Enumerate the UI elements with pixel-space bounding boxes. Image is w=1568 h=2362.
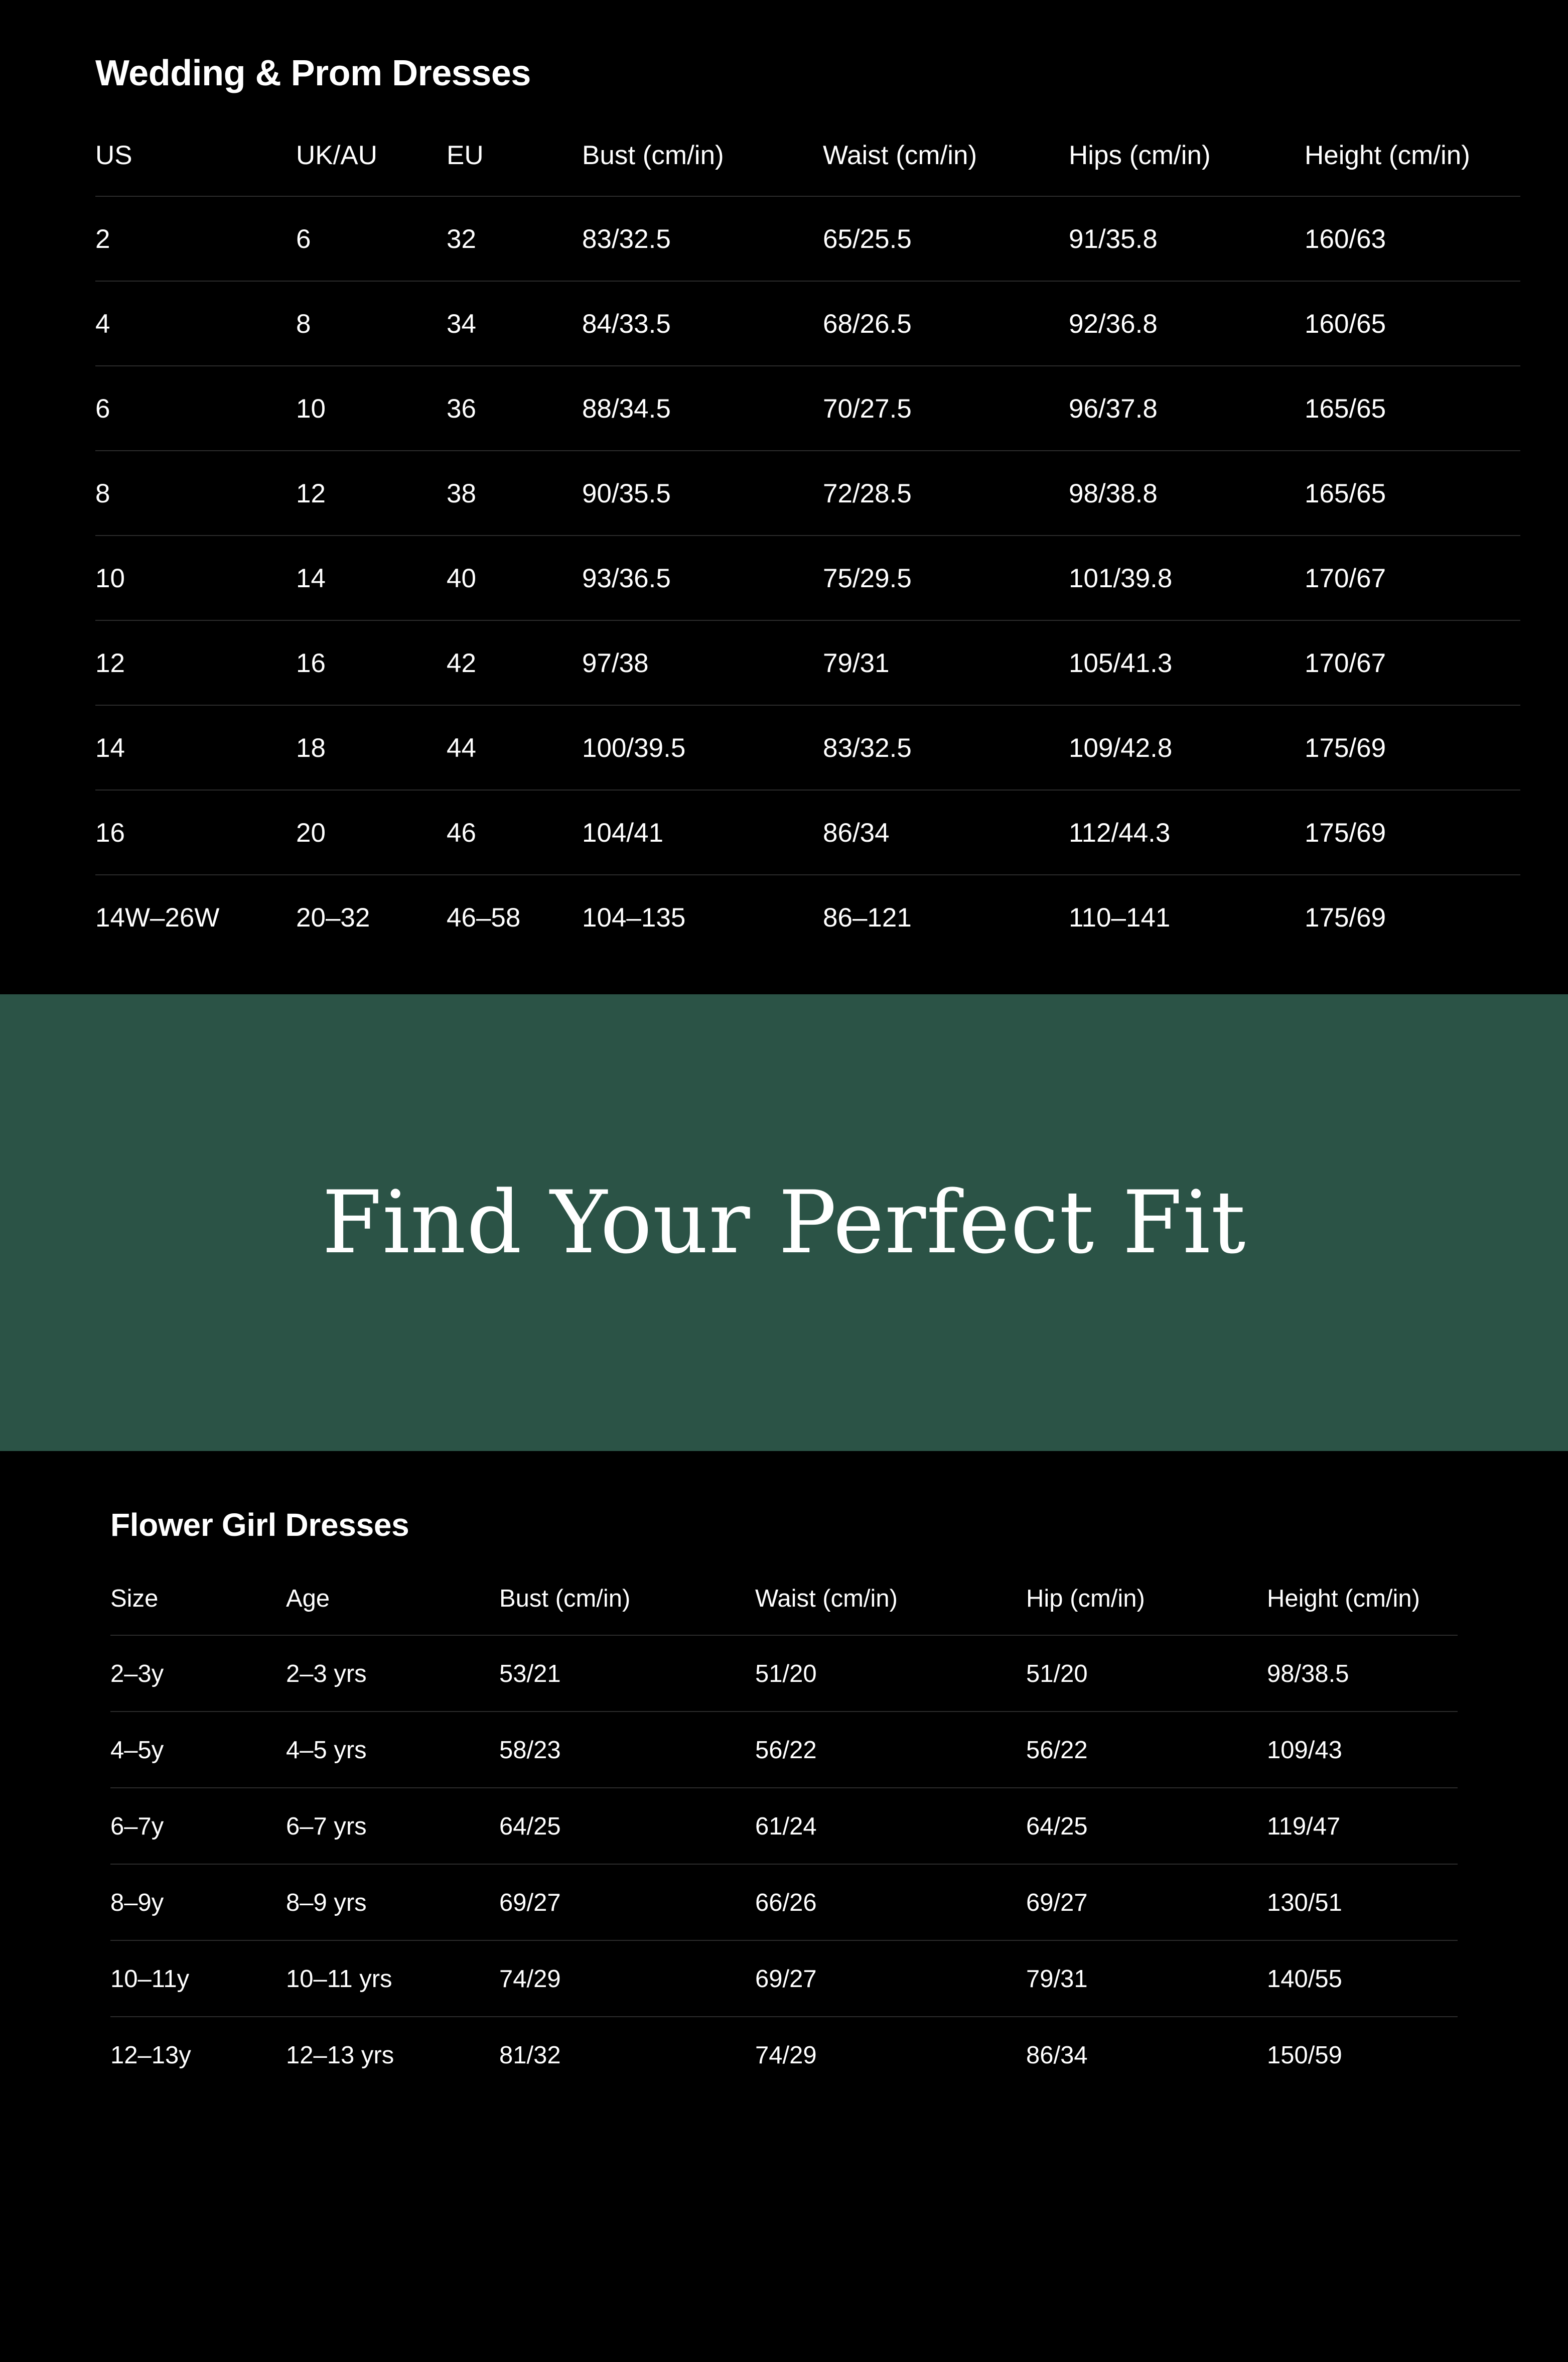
cell-uk-au: 20	[296, 790, 447, 875]
cell-eu: 42	[447, 620, 582, 705]
column-header-eu: EU	[447, 140, 582, 196]
wedding-prom-size-table	[95, 140, 1520, 959]
cell-bust: 64/25	[499, 1788, 755, 1864]
flower-girl-size-table	[110, 1585, 1458, 2092]
cell-hip: 64/25	[1026, 1788, 1267, 1864]
cell-hips: 105/41.3	[1069, 620, 1305, 705]
cell-us: 10	[95, 536, 296, 620]
cell-waist: 69/27	[755, 1940, 1026, 2017]
cell-eu: 38	[447, 451, 582, 536]
cell-hips: 98/38.8	[1069, 451, 1305, 536]
cell-uk-au: 14	[296, 536, 447, 620]
cell-size: 2–3y	[110, 1635, 286, 1712]
cell-age: 6–7 yrs	[286, 1788, 499, 1864]
cell-bust: 69/27	[499, 1864, 755, 1940]
cell-uk-au: 18	[296, 705, 447, 790]
cell-uk-au: 8	[296, 281, 447, 366]
table-row	[95, 705, 1520, 790]
column-header-age: Age	[286, 1585, 499, 1635]
cell-us: 16	[95, 790, 296, 875]
cell-bust: 93/36.5	[582, 536, 823, 620]
column-header-waist: Waist (cm/in)	[755, 1585, 1026, 1635]
table-row	[95, 536, 1520, 620]
column-header-hips: Hips (cm/in)	[1069, 140, 1305, 196]
cell-eu: 36	[447, 366, 582, 451]
flower-girl-section	[0, 1451, 1568, 2153]
cell-hips: 96/37.8	[1069, 366, 1305, 451]
table-row	[95, 451, 1520, 536]
cell-waist: 66/26	[755, 1864, 1026, 1940]
column-header-bust: Bust (cm/in)	[582, 140, 823, 196]
cell-size: 4–5y	[110, 1712, 286, 1788]
cell-height: 170/67	[1305, 536, 1520, 620]
column-header-hip: Hip (cm/in)	[1026, 1585, 1267, 1635]
cell-uk-au: 6	[296, 196, 447, 281]
table-row	[110, 1788, 1458, 1864]
cell-waist: 86–121	[823, 875, 1069, 959]
cell-height: 175/69	[1305, 875, 1520, 959]
cell-uk-au: 12	[296, 451, 447, 536]
cell-waist: 86/34	[823, 790, 1069, 875]
column-header-us: US	[95, 140, 296, 196]
cell-waist: 68/26.5	[823, 281, 1069, 366]
cell-waist: 75/29.5	[823, 536, 1069, 620]
cell-bust: 83/32.5	[582, 196, 823, 281]
cell-size: 6–7y	[110, 1788, 286, 1864]
cell-waist: 74/29	[755, 2017, 1026, 2092]
column-header-waist: Waist (cm/in)	[823, 140, 1069, 196]
cell-bust: 53/21	[499, 1635, 755, 1712]
cell-height: 98/38.5	[1267, 1635, 1458, 1712]
cell-us: 12	[95, 620, 296, 705]
cell-age: 4–5 yrs	[286, 1712, 499, 1788]
column-header-uk-au: UK/AU	[296, 140, 447, 196]
table-row	[110, 2017, 1458, 2092]
cell-hip: 86/34	[1026, 2017, 1267, 2092]
cell-waist: 70/27.5	[823, 366, 1069, 451]
find-your-perfect-fit-banner	[0, 994, 1568, 1451]
cell-height: 175/69	[1305, 790, 1520, 875]
cell-bust: 104–135	[582, 875, 823, 959]
cell-height: 160/63	[1305, 196, 1520, 281]
cell-age: 10–11 yrs	[286, 1940, 499, 2017]
cell-age: 2–3 yrs	[286, 1635, 499, 1712]
cell-waist: 61/24	[755, 1788, 1026, 1864]
cell-bust: 97/38	[582, 620, 823, 705]
cell-height: 130/51	[1267, 1864, 1458, 1940]
cell-bust: 58/23	[499, 1712, 755, 1788]
cell-height: 170/67	[1305, 620, 1520, 705]
cell-bust: 88/34.5	[582, 366, 823, 451]
cell-eu: 46–58	[447, 875, 582, 959]
cell-size: 10–11y	[110, 1940, 286, 2017]
table-row	[95, 620, 1520, 705]
cell-hips: 110–141	[1069, 875, 1305, 959]
table-row	[110, 1635, 1458, 1712]
flower-girl-title: Flower Girl Dresses	[110, 1507, 409, 1543]
cell-waist: 79/31	[823, 620, 1069, 705]
cell-height: 119/47	[1267, 1788, 1458, 1864]
table-row	[110, 1712, 1458, 1788]
cell-hips: 101/39.8	[1069, 536, 1305, 620]
cell-waist: 65/25.5	[823, 196, 1069, 281]
cell-height: 165/65	[1305, 366, 1520, 451]
cell-height: 109/43	[1267, 1712, 1458, 1788]
cell-eu: 44	[447, 705, 582, 790]
wedding-prom-title: Wedding & Prom Dresses	[95, 53, 531, 93]
cell-height: 175/69	[1305, 705, 1520, 790]
table-row	[95, 196, 1520, 281]
column-header-size: Size	[110, 1585, 286, 1635]
cell-uk-au: 10	[296, 366, 447, 451]
cell-hip: 79/31	[1026, 1940, 1267, 2017]
cell-us: 4	[95, 281, 296, 366]
cell-hips: 109/42.8	[1069, 705, 1305, 790]
cell-waist: 56/22	[755, 1712, 1026, 1788]
cell-waist: 83/32.5	[823, 705, 1069, 790]
cell-uk-au: 20–32	[296, 875, 447, 959]
cell-us: 8	[95, 451, 296, 536]
cell-eu: 34	[447, 281, 582, 366]
cell-waist: 72/28.5	[823, 451, 1069, 536]
table-row	[95, 790, 1520, 875]
column-header-bust: Bust (cm/in)	[499, 1585, 755, 1635]
cell-eu: 32	[447, 196, 582, 281]
cell-height: 150/59	[1267, 2017, 1458, 2092]
cell-eu: 46	[447, 790, 582, 875]
cell-size: 12–13y	[110, 2017, 286, 2092]
wedding-prom-section	[0, 0, 1568, 994]
column-header-height: Height (cm/in)	[1305, 140, 1520, 196]
cell-hips: 112/44.3	[1069, 790, 1305, 875]
cell-size: 8–9y	[110, 1864, 286, 1940]
table-row	[95, 281, 1520, 366]
cell-age: 12–13 yrs	[286, 2017, 499, 2092]
cell-hip: 51/20	[1026, 1635, 1267, 1712]
cell-us: 2	[95, 196, 296, 281]
cell-age: 8–9 yrs	[286, 1864, 499, 1940]
cell-us: 14	[95, 705, 296, 790]
cell-eu: 40	[447, 536, 582, 620]
cell-height: 160/65	[1305, 281, 1520, 366]
cell-hip: 69/27	[1026, 1864, 1267, 1940]
cell-waist: 51/20	[755, 1635, 1026, 1712]
cell-us: 14W–26W	[95, 875, 296, 959]
column-header-height: Height (cm/in)	[1267, 1585, 1458, 1635]
cell-bust: 90/35.5	[582, 451, 823, 536]
table-row	[110, 1940, 1458, 2017]
cell-hips: 92/36.8	[1069, 281, 1305, 366]
cell-bust: 81/32	[499, 2017, 755, 2092]
cell-hips: 91/35.8	[1069, 196, 1305, 281]
cell-bust: 84/33.5	[582, 281, 823, 366]
table-header-row	[95, 140, 1520, 196]
cell-bust: 100/39.5	[582, 705, 823, 790]
table-row	[95, 366, 1520, 451]
cell-bust: 104/41	[582, 790, 823, 875]
cell-us: 6	[95, 366, 296, 451]
table-row	[95, 875, 1520, 959]
cell-height: 165/65	[1305, 451, 1520, 536]
cell-uk-au: 16	[296, 620, 447, 705]
table-row	[110, 1864, 1458, 1940]
cell-height: 140/55	[1267, 1940, 1458, 2017]
cell-bust: 74/29	[499, 1940, 755, 2017]
table-header-row	[110, 1585, 1458, 1635]
cell-hip: 56/22	[1026, 1712, 1267, 1788]
banner-headline: Find Your Perfect Fit	[322, 1172, 1246, 1273]
